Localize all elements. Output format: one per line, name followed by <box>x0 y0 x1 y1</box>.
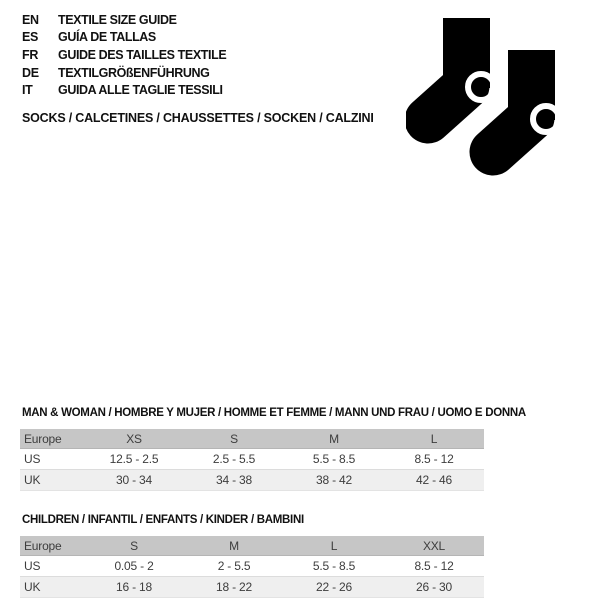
header-cell-size: S <box>130 538 138 553</box>
size-value: 30 - 34 <box>116 473 152 487</box>
row-label: UK <box>24 580 41 594</box>
header-cell-size: XXL <box>422 538 446 553</box>
header-cell-size: XS <box>126 431 142 446</box>
row-label: US <box>24 452 41 466</box>
language-code: IT <box>22 83 33 98</box>
language-row-it <box>22 81 226 99</box>
table-header-row <box>20 429 484 449</box>
table-title-man-woman: MAN & WOMAN / HOMBRE Y MUJER / HOMME ET FEMME / MANN UND FRAU / UOMO E DONNA <box>22 407 526 419</box>
category-title: SOCKS / CALCETINES / CHAUSSETTES / SOCKEN / CALZINI <box>22 111 374 125</box>
size-value: 38 - 42 <box>316 473 352 487</box>
language-label: TEXTILE SIZE GUIDE <box>58 12 177 27</box>
table-row-uk <box>20 577 484 598</box>
size-value: 16 - 18 <box>116 580 152 594</box>
size-value: 8.5 - 12 <box>414 452 454 466</box>
table-header-row <box>20 536 484 556</box>
table-title-children: CHILDREN / INFANTIL / ENFANTS / KINDER / BAMBINI <box>22 514 304 526</box>
language-label: TEXTILGRÖßENFÜHRUNG <box>58 65 210 80</box>
sock-right <box>493 50 559 152</box>
language-row-fr <box>22 46 226 64</box>
size-value: 42 - 46 <box>416 473 452 487</box>
row-label: UK <box>24 473 41 487</box>
language-row-en <box>22 11 226 29</box>
language-label: GUIDA ALLE TAGLIE TESSILI <box>58 83 223 98</box>
size-value: 8.5 - 12 <box>414 559 454 573</box>
header-cell-size: M <box>329 431 339 446</box>
size-value: 5.5 - 8.5 <box>312 452 356 466</box>
header-cell-europe: Europe <box>24 431 62 446</box>
size-value: 18 - 22 <box>216 580 252 594</box>
size-value: 26 - 30 <box>416 580 452 594</box>
size-value: 2 - 5.5 <box>217 559 251 573</box>
language-label: GUÍA DE TALLAS <box>58 30 156 45</box>
size-value: 22 - 26 <box>316 580 352 594</box>
row-label: US <box>24 559 41 573</box>
header-cell-size: S <box>230 431 238 446</box>
table-row-uk <box>20 470 484 491</box>
table-row-us <box>20 449 484 470</box>
size-table-children <box>20 536 484 598</box>
language-label: GUIDE DES TAILLES TEXTILE <box>58 47 227 62</box>
language-row-de <box>22 64 226 82</box>
header-cell-size: L <box>330 538 338 553</box>
language-code: EN <box>22 12 39 27</box>
size-value: 0.05 - 2 <box>114 559 154 573</box>
size-value: 34 - 38 <box>216 473 252 487</box>
header-cell-size: L <box>430 431 438 446</box>
size-table-man-woman <box>20 429 484 491</box>
sock-left <box>428 18 494 120</box>
header-cell-europe: Europe <box>24 538 62 553</box>
language-code: FR <box>22 47 39 62</box>
language-code: DE <box>22 65 39 80</box>
size-value: 2.5 - 5.5 <box>212 452 256 466</box>
language-list <box>22 11 226 99</box>
table-row-us <box>20 556 484 577</box>
language-code: ES <box>22 30 39 45</box>
language-row-es <box>22 29 226 47</box>
socks-icon <box>406 8 564 180</box>
size-value: 5.5 - 8.5 <box>312 559 356 573</box>
header-cell-size: M <box>229 538 239 553</box>
size-value: 12.5 - 2.5 <box>109 452 159 466</box>
